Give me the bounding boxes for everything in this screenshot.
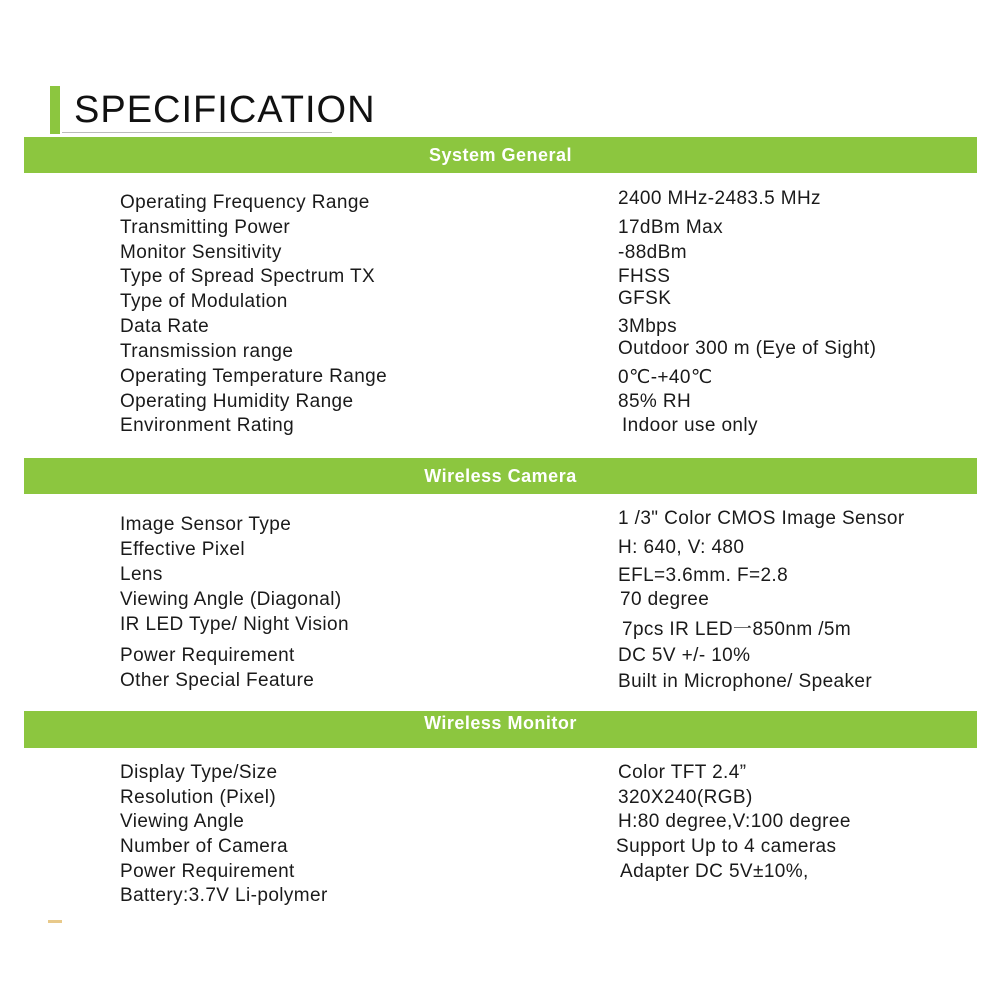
spec-label: Power Requirement bbox=[120, 645, 295, 666]
spec-label: Operating Humidity Range bbox=[120, 391, 354, 412]
spec-row bbox=[0, 836, 1000, 860]
spec-row bbox=[0, 539, 1000, 563]
section-title: Wireless Monitor bbox=[424, 713, 577, 733]
spec-row bbox=[0, 787, 1000, 811]
spec-label: Transmitting Power bbox=[120, 217, 291, 238]
spec-label: Resolution (Pixel) bbox=[120, 787, 277, 808]
spec-value: H: 640, V: 480 bbox=[618, 537, 745, 558]
spec-label: Monitor Sensitivity bbox=[120, 242, 282, 263]
spec-row bbox=[0, 861, 1000, 885]
spec-value: H:80 degree,V:100 degree bbox=[618, 811, 851, 832]
section-header-wireless-camera bbox=[24, 458, 977, 494]
section-title: Wireless Camera bbox=[424, 465, 577, 486]
spec-value: EFL=3.6mm. F=2.8 bbox=[618, 565, 789, 586]
heading-accent-bar bbox=[50, 86, 60, 134]
spec-label: Type of Modulation bbox=[120, 291, 288, 312]
spec-row bbox=[0, 645, 1000, 669]
spec-value: Adapter DC 5V±10%, bbox=[620, 861, 809, 882]
spec-label: Effective Pixel bbox=[120, 539, 245, 560]
bottom-accent-mark bbox=[48, 920, 62, 923]
spec-label: Power Requirement bbox=[120, 861, 295, 882]
spec-label: Type of Spread Spectrum TX bbox=[120, 266, 376, 287]
spec-value: FHSS bbox=[618, 266, 671, 287]
spec-label: Operating Frequency Range bbox=[120, 192, 370, 213]
spec-row bbox=[0, 762, 1000, 786]
spec-value: 70 degree bbox=[620, 589, 710, 610]
spec-row bbox=[0, 415, 1000, 439]
spec-value: 0℃-+40℃ bbox=[618, 367, 713, 388]
spec-value: 2400 MHz-2483.5 MHz bbox=[618, 188, 821, 209]
spec-row bbox=[0, 811, 1000, 835]
spec-value: 17dBm Max bbox=[618, 217, 723, 238]
spec-row bbox=[0, 670, 1000, 694]
spec-label: Image Sensor Type bbox=[120, 514, 292, 535]
spec-row bbox=[0, 508, 1000, 538]
spec-row bbox=[0, 338, 1000, 365]
spec-value: 3Mbps bbox=[618, 316, 678, 337]
spec-label: Viewing Angle bbox=[120, 811, 245, 832]
spec-row bbox=[0, 288, 1000, 315]
spec-value: Indoor use only bbox=[622, 415, 758, 436]
spec-row bbox=[0, 217, 1000, 241]
spec-row bbox=[0, 188, 1000, 216]
spec-label: Environment Rating bbox=[120, 415, 295, 436]
spec-value: 320X240(RGB) bbox=[618, 787, 753, 808]
spec-label: Number of Camera bbox=[120, 836, 288, 857]
spec-value: Built in Microphone/ Speaker bbox=[618, 671, 873, 692]
spec-value: DC 5V +/- 10% bbox=[618, 645, 751, 666]
spec-row bbox=[0, 885, 1000, 909]
spec-row bbox=[0, 266, 1000, 290]
spec-label: Operating Temperature Range bbox=[120, 366, 388, 387]
spec-value: Outdoor 300 m (Eye of Sight) bbox=[618, 338, 877, 359]
section-title: System General bbox=[428, 144, 573, 165]
spec-row bbox=[0, 242, 1000, 266]
spec-value: 85% RH bbox=[618, 391, 692, 412]
spec-label: Display Type/Size bbox=[120, 762, 278, 783]
spec-value: GFSK bbox=[618, 288, 672, 309]
spec-value: -88dBm bbox=[618, 242, 687, 263]
spec-label: Data Rate bbox=[120, 316, 210, 337]
spec-label: Battery:3.7V Li-polymer bbox=[120, 885, 328, 906]
section-header-system-general bbox=[24, 137, 977, 173]
spec-value: Color TFT 2.4” bbox=[618, 762, 747, 783]
title-rest: PECIFICATION bbox=[100, 89, 376, 131]
spec-row bbox=[0, 564, 1000, 588]
spec-value: 7pcs IR LED一850nm /5m bbox=[622, 619, 852, 640]
spec-label: Lens bbox=[120, 564, 163, 585]
section-header-wireless-monitor bbox=[24, 711, 977, 748]
spec-value: 1 /3" Color CMOS Image Sensor bbox=[618, 508, 905, 529]
spec-row bbox=[0, 614, 1000, 638]
spec-label: Other Special Feature bbox=[120, 670, 315, 691]
spec-row bbox=[0, 316, 1000, 340]
page-title bbox=[74, 89, 376, 131]
spec-row bbox=[0, 391, 1000, 415]
spec-label: IR LED Type/ Night Vision bbox=[120, 614, 349, 635]
spec-label: Viewing Angle (Diagonal) bbox=[120, 589, 342, 610]
spec-value: Support Up to 4 cameras bbox=[616, 836, 837, 857]
spec-row bbox=[0, 366, 1000, 390]
spec-label: Transmission range bbox=[120, 341, 294, 362]
heading-underline bbox=[62, 132, 332, 133]
spec-row bbox=[0, 589, 1000, 613]
title-first-letter: S bbox=[74, 89, 101, 131]
